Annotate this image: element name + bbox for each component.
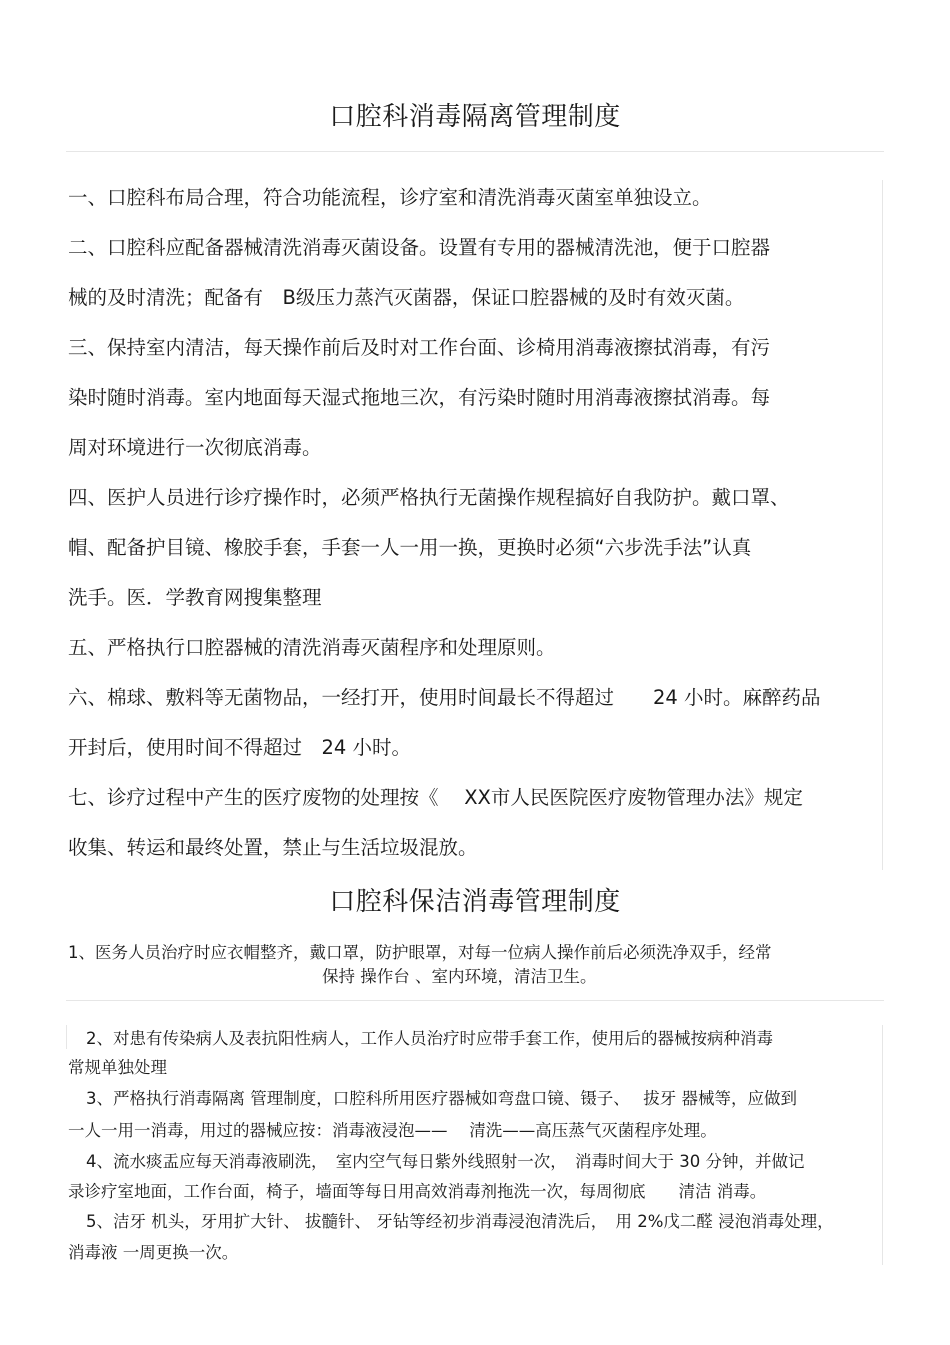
item-line: 录诊疗室地面，工作台面，椅子，墙面等每日用高效消毒剂拖洗一次，每周彻底 清洁 消毒。 bbox=[68, 1182, 767, 1201]
rule-line: 帽、配备护目镜、橡胶手套，手套一人一用一换，更换时必须“六步洗手法”认真 bbox=[68, 536, 752, 559]
rule-line: 开封后，使用时间不得超过 24 小时。 bbox=[68, 736, 412, 759]
rule-line: 七、诊疗过程中产生的医疗废物的处理按《 XX市人民医院医疗废物管理办法》规定 bbox=[68, 786, 803, 809]
rule-line: 四、医护人员进行诊疗操作时，必须严格执行无菌操作规程搞好自我防护。戴口罩、 bbox=[68, 486, 790, 509]
page-title-cleaning-disinfection: 口腔科保洁消毒管理制度 bbox=[329, 887, 621, 917]
rule-line: 染时随时消毒。室内地面每天湿式拖地三次，有污染时随时用消毒液擦拭消毒。每 bbox=[68, 386, 771, 409]
item-line: 1、医务人员治疗时应衣帽整齐，戴口罩，防护眼罩，对每一位病人操作前后必须洗净双手，经常 bbox=[68, 943, 772, 962]
item-line: 5、洁牙 机头，牙用扩大针、 拔髓针、 牙钻等经初步消毒浸泡清洗后， 用 2%戊二醛 浸泡消毒处理， bbox=[86, 1212, 834, 1231]
page-edge-line bbox=[882, 180, 883, 870]
item-line: 3、严格执行消毒隔离 管理制度，口腔科所用医疗器械如弯盘口镜、镊子、 拔牙 器械等，应做到 bbox=[86, 1089, 797, 1108]
item-line: 4、流水痰盂应每天消毒液刷洗， 室内空气每日紫外线照射一次， 消毒时间大于 30 分钟，并做记 bbox=[86, 1152, 805, 1171]
item-line: 消毒液 一周更换一次。 bbox=[68, 1243, 239, 1262]
page-edge-line bbox=[66, 1025, 67, 1049]
section-divider bbox=[66, 1000, 884, 1001]
item-line: 一人一用一消毒，用过的器械应按：消毒液浸泡—— 清洗——高压蒸气灭菌程序处理。 bbox=[68, 1121, 717, 1140]
rule-line: 械的及时清洗；配备有 B级压力蒸汽灭菌器，保证口腔器械的及时有效灭菌。 bbox=[68, 286, 745, 309]
rule-line: 三、保持室内清洁，每天操作前后及时对工作台面、诊椅用消毒液擦拭消毒，有污 bbox=[68, 336, 771, 359]
item-line: 保持 操作台 、室内环境，清洁卫生。 bbox=[322, 967, 597, 986]
rule-line: 二、口腔科应配备器械清洗消毒灭菌设备。设置有专用的器械清洗池，便于口腔器 bbox=[68, 236, 771, 259]
page-title-disinfection-isolation: 口腔科消毒隔离管理制度 bbox=[329, 102, 621, 132]
item-line: 常规单独处理 bbox=[68, 1058, 167, 1077]
rule-line: 一、口腔科布局合理，符合功能流程，诊疗室和清洗消毒灭菌室单独设立。 bbox=[68, 186, 712, 209]
item-line: 2、对患有传染病人及表抗阳性病人，工作人员治疗时应带手套工作，使用后的器械按病种消毒 bbox=[86, 1029, 773, 1048]
rule-line: 六、棉球、敷料等无菌物品，一经打开，使用时间最长不得超过 24 小时。麻醉药品 bbox=[68, 686, 821, 709]
page-edge-line bbox=[882, 1025, 883, 1265]
rule-line: 五、严格执行口腔器械的清洗消毒灭菌程序和处理原则。 bbox=[68, 636, 556, 659]
rule-line: 洗手。医．学教育网搜集整理 bbox=[68, 586, 322, 609]
rule-line: 周对环境进行一次彻底消毒。 bbox=[68, 436, 322, 459]
title-divider bbox=[66, 151, 884, 152]
rule-line: 收集、转运和最终处置，禁止与生活垃圾混放。 bbox=[68, 836, 478, 859]
